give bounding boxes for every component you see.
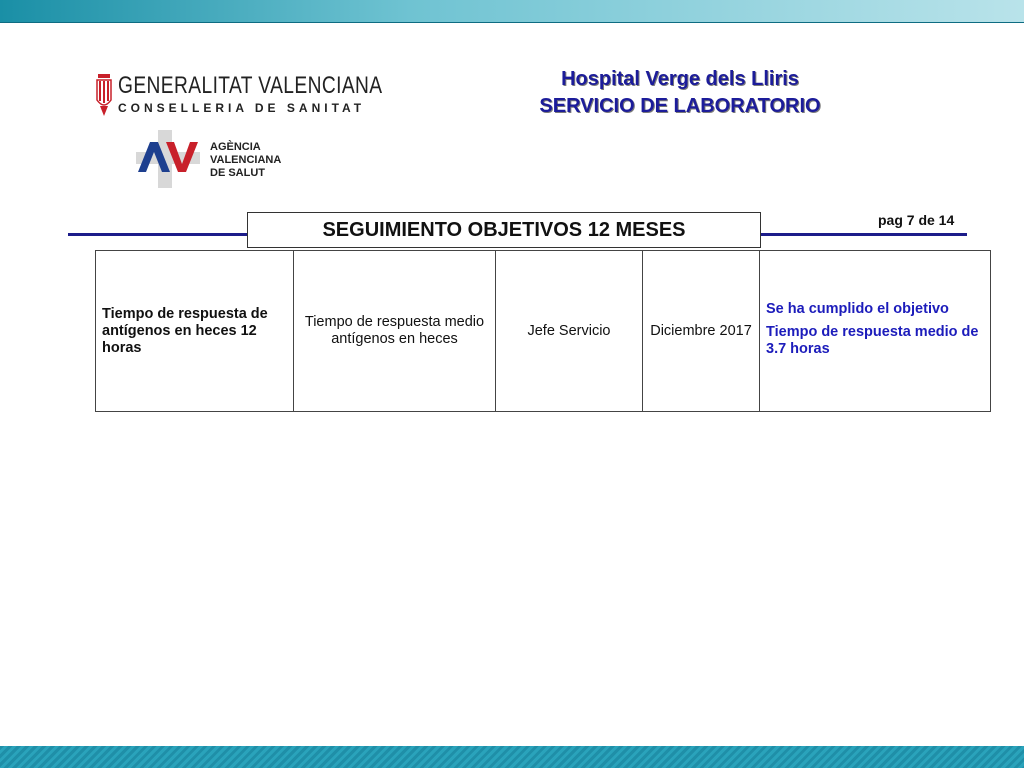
hospital-name: Hospital Verge dels Lliris (561, 68, 799, 90)
bottom-decorative-band (0, 746, 1024, 768)
result-detail: Tiempo de respuesta medio de 3.7 horas (766, 323, 979, 357)
title-rule-right (761, 233, 967, 236)
agency-name (210, 141, 281, 180)
hospital-heading (520, 66, 840, 120)
result-cell (760, 251, 991, 412)
result-status: Se ha cumplido el objetivo (766, 300, 949, 317)
responsible-cell: Jefe Servicio (496, 251, 643, 412)
service-name: SERVICIO DE LABORATORIO (539, 95, 821, 117)
org-subtitle: CONSELLERIA DE SANITAT (118, 101, 366, 115)
date-cell: Diciembre 2017 (643, 251, 760, 412)
av-monogram-icon (136, 130, 200, 188)
agency-line-3: DE SALUT (210, 167, 265, 179)
indicator-cell: Tiempo de respuesta medio antígenos en heces (294, 251, 496, 412)
objectives-table (95, 250, 991, 412)
coat-of-arms-icon (94, 70, 114, 120)
agency-line-1: AGÈNCIA (210, 141, 261, 153)
objective-cell: Tiempo de respuesta de antígenos en heces 12 horas (96, 251, 294, 412)
top-decorative-band (0, 0, 1024, 23)
table-row (96, 251, 991, 412)
title-rule-left (68, 233, 248, 236)
page-number: pag 7 de 14 (878, 212, 955, 228)
agency-logo (136, 130, 296, 188)
org-name: GENERALITAT VALENCIANA (118, 72, 383, 99)
generalitat-logo (94, 70, 383, 122)
page-title: SEGUIMIENTO OBJETIVOS 12 MESES (247, 212, 761, 248)
agency-line-2: VALENCIANA (210, 154, 282, 166)
